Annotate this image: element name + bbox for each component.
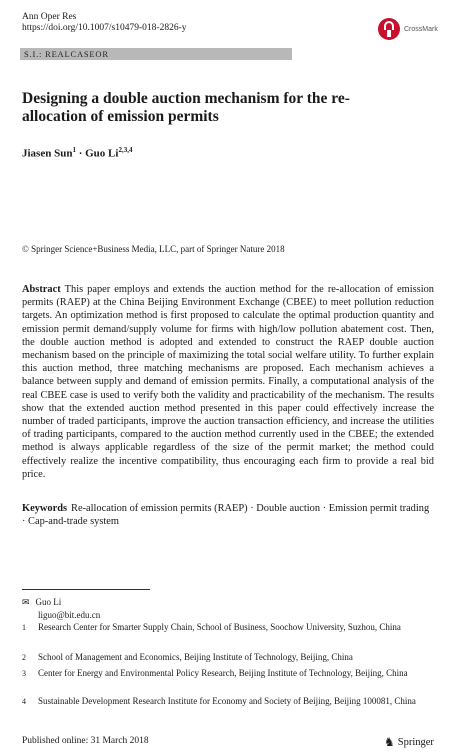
affiliation-text: Research Center for Smarter Supply Chain, School of Business, Soochow University, Suzhou, China [38, 622, 401, 632]
keywords-text: Re-allocation of emission permits (RAEP) · Double auction · Emission permit trading · Cap-and-trade system [22, 503, 430, 528]
journal-name: Ann Oper Res [22, 12, 77, 22]
affiliation-item [22, 652, 432, 664]
abstract-label: Abstract [22, 284, 61, 295]
author-list [22, 146, 132, 160]
section-label: S.I.: REALCASEOR [24, 49, 109, 59]
publisher-logo[interactable] [384, 735, 434, 749]
affiliation-item [22, 668, 432, 680]
affiliation-text: School of Management and Economics, Beijing Institute of Technology, Beijing, China [38, 652, 353, 662]
affiliation-number: 4 [22, 697, 26, 706]
footnote-divider [22, 589, 150, 590]
affiliation-text: Center for Energy and Environmental Policy Research, Beijing Institute of Technology, Beijing, China [38, 668, 408, 678]
copyright-notice: © Springer Science+Business Media, LLC, part of Springer Nature 2018 [22, 244, 285, 254]
author-separator: · [75, 147, 86, 160]
author-name[interactable]: Guo Li [85, 147, 119, 160]
abstract [22, 283, 434, 481]
published-date: Published online: 31 March 2018 [22, 736, 149, 746]
corresponding-author [22, 597, 100, 621]
paper-title: Designing a double auction mechanism for the re-allocation of emission permits [22, 90, 350, 125]
affiliation-text: Sustainable Development Research Institute for Economy and Society of Beijing, Beijing 100081, China [38, 696, 416, 706]
corresponding-name: Guo Li [35, 597, 62, 607]
affiliation-number: 1 [22, 623, 26, 632]
keywords-label: Keywords [22, 503, 68, 514]
springer-horse-icon: ♞ [384, 735, 395, 749]
affiliation-item [22, 622, 432, 634]
affiliation-number: 3 [22, 669, 26, 678]
author-affil-ref: 1 [72, 146, 76, 154]
doi-link[interactable]: https://doi.org/10.1007/s10479-018-2826-y [22, 23, 187, 33]
affiliation-item [22, 696, 432, 708]
affiliation-number: 2 [22, 653, 26, 662]
crossmark-badge[interactable] [378, 14, 456, 44]
abstract-text: This paper employs and extends the auction method for the re-allocation of emission permits (RAEP) at the China Beijing Environment Exchange (CBEE) to meet pollution reduction targets. An optimization method is first proposed to calculate the optimal production quantity and emission permit demand/supply volume for firms with high/low pollution abatement cost. Then, the double auction method is adopted and extended to construct the RAEP double auction mechanism based on the principle of maximizing the total social welfare utility. To further explain this auction method, three matching mechanisms are proposed. Each mechanism achieves a balance between supply and demand of emission permits. Finally, a computational analysis of the real CBEE case is used to verify both the validity and practicability of the mechanism. The results show that the extended auction method presented in this paper could effectively increase the number of traded participants, improve the auction transaction efficiency, and increase the utilities of trading participants, compared to the auction method currently used in the CBEE; the extended method is always applicable regardless of the size of the permit market; the method could effectively realize the incentive compatibility, thus encouraging each firm to provide a real bid price. [22, 284, 434, 480]
publisher-name: Springer [397, 736, 434, 748]
envelope-icon: ✉ [22, 598, 30, 608]
corresponding-email[interactable]: liguo@bit.edu.cn [38, 609, 101, 620]
crossmark-label: CrossMark [404, 25, 438, 33]
crossmark-icon [378, 18, 400, 40]
author-affil-ref: 2,3,4 [118, 146, 133, 154]
author-name[interactable]: Jiasen Sun [22, 147, 73, 160]
keywords [22, 502, 434, 528]
